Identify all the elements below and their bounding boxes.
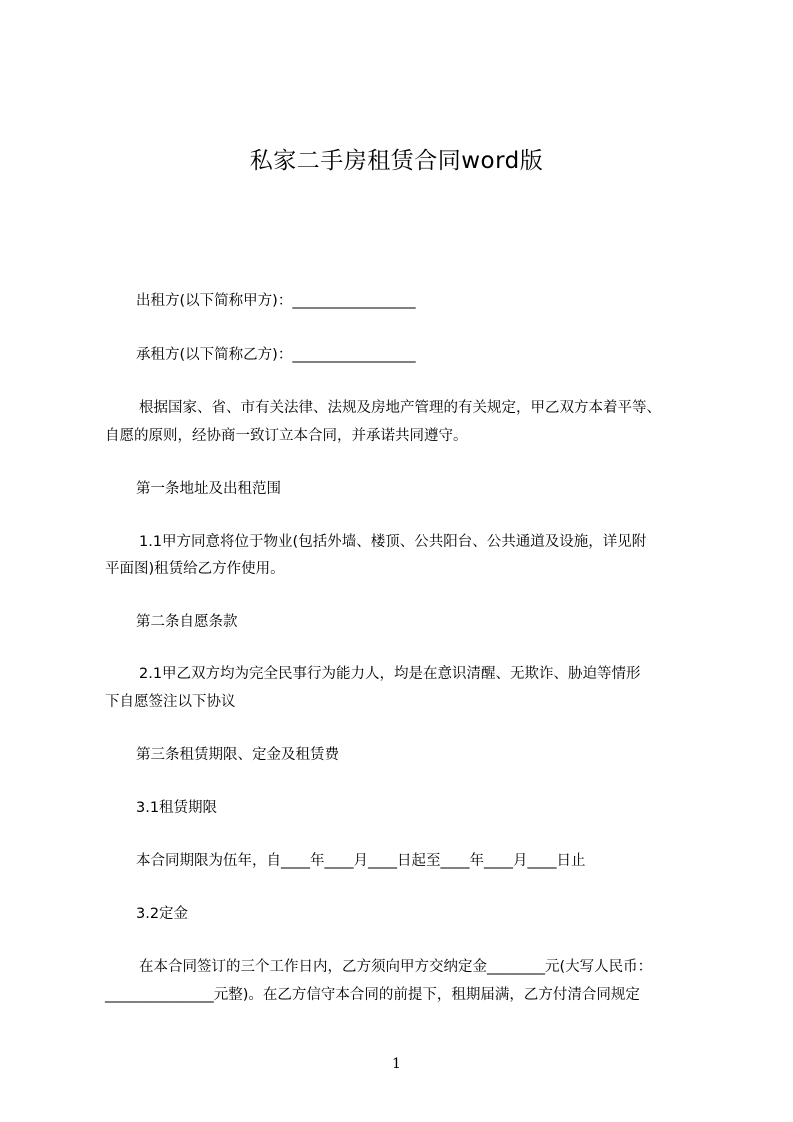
document-title: 私家二手房租赁合同word版 bbox=[249, 148, 544, 174]
paragraph-line: 本合同期限为伍年，自____年____月____日起至____年____月____日止 bbox=[136, 853, 586, 869]
paragraph-line: 平面图)租赁给乙方作使用。 bbox=[105, 561, 285, 577]
lessee-line: 承租方(以下简称乙方)：_________________ bbox=[136, 347, 416, 363]
paragraph-line: 下自愿签注以下协议 bbox=[105, 694, 236, 710]
section-heading: 第一条地址及出租范围 bbox=[136, 481, 281, 497]
paragraph-line: 根据国家、省、市有关法律、法规及房地产管理的有关规定，甲乙双方本着平等、 bbox=[139, 400, 661, 416]
subsection-heading: 3.2定金 bbox=[136, 906, 189, 922]
paragraph-line: 1.1甲方同意将位于物业(包括外墙、楼顶、公共阳台、公共通道及设施，详见附 bbox=[139, 534, 647, 550]
section-heading: 第三条租赁期限、定金及租赁费 bbox=[136, 747, 339, 763]
page-number: 1 bbox=[392, 1056, 401, 1072]
lessor-line: 出租方(以下简称甲方)：_________________ bbox=[136, 293, 416, 309]
subsection-heading: 3.1租赁期限 bbox=[136, 800, 218, 816]
paragraph-line: 2.1甲乙双方均为完全民事行为能力人，均是在意识清醒、无欺诈、胁迫等情形 bbox=[139, 666, 641, 682]
paragraph-line: 在本合同签订的三个工作日内，乙方须向甲方交纳定金________元(大写人民币： bbox=[139, 959, 653, 975]
section-heading: 第二条自愿条款 bbox=[136, 614, 238, 630]
paragraph-line: _______________元整)。在乙方信守本合同的前提下，租期届满，乙方付清合同规定 bbox=[105, 987, 640, 1003]
paragraph-line: 自愿的原则，经协商一致订立本合同，并承诺共同遵守。 bbox=[105, 428, 468, 444]
